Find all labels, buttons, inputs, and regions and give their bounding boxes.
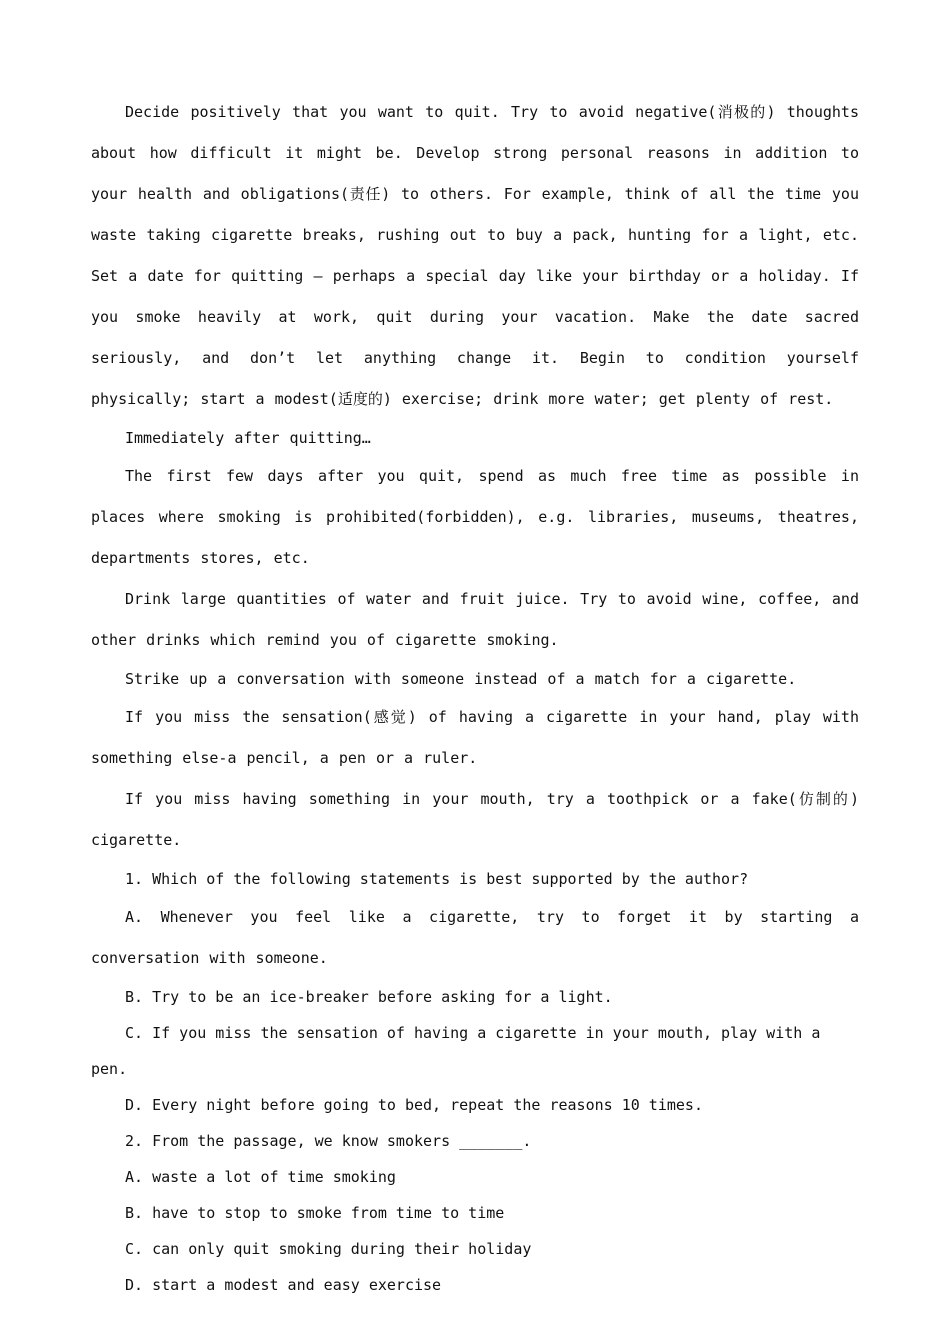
paragraph-immediately: Immediately after quitting… — [125, 429, 371, 447]
question-2-option-c: C. can only quit smoking during their holiday — [125, 1240, 532, 1258]
question-1-option-c: C. If you miss the sensation of having a cigarette in your mouth, play with a pen. — [91, 1024, 821, 1078]
question-2-option-b: B. have to stop to smoke from time to time — [125, 1204, 505, 1222]
paragraph-strike-up: Strike up a conversation with someone instead of a match for a cigarette. — [125, 670, 797, 688]
question-2-stem: 2. From the passage, we know smokers _______. — [125, 1132, 532, 1150]
question-1-option-a: A. Whenever you feel like a cigarette, try to forget it by starting a conversation with someone. — [91, 908, 859, 967]
question-2-option-d: D. start a modest and easy exercise — [125, 1276, 442, 1294]
document-page — [91, 92, 859, 1303]
question-1-stem: 1. Which of the following statements is best supported by the author? — [125, 870, 749, 888]
paragraph-sensation-hand: If you miss the sensation(感觉) of having a cigarette in your hand, play with something else-a pencil, a pen or a ruler. — [91, 708, 859, 767]
paragraph-drink: Drink large quantities of water and fruit juice. Try to avoid wine, coffee, and other drinks which remind you of cigarette smoking. — [91, 590, 859, 649]
question-1-option-b: B. Try to be an ice-breaker before asking for a light. — [125, 988, 613, 1006]
question-1-option-d: D. Every night before going to bed, repeat the reasons 10 times. — [125, 1096, 703, 1114]
paragraph-first-few-days: The first few days after you quit, spend as much free time as possible in places where smoking is prohibited(forbidden), e.g. libraries, museums, theatres, departments stores, etc. — [91, 467, 859, 567]
paragraph-mouth: If you miss having something in your mouth, try a toothpick or a fake(仿制的) cigarette. — [91, 790, 859, 849]
paragraph-decide: Decide positively that you want to quit. Try to avoid negative(消极的) thoughts about how difficult it might be. Develop strong personal reasons in addition to your health and obligations(责任) to others. For example, think of all the time you waste taking cigarette breaks, rushing out to buy a pack, hunting for a light, etc. Set a date for quitting — perhaps a special day like your birthday or a holiday. If you smoke heavily at work, quit during your vacation. Make the date sacred seriously, and don’t let anything change it. Begin to condition yourself physically; start a modest(适度的) exercise; drink more water; get plenty of rest. — [91, 103, 859, 408]
question-2-option-a: A. waste a lot of time smoking — [125, 1168, 396, 1186]
